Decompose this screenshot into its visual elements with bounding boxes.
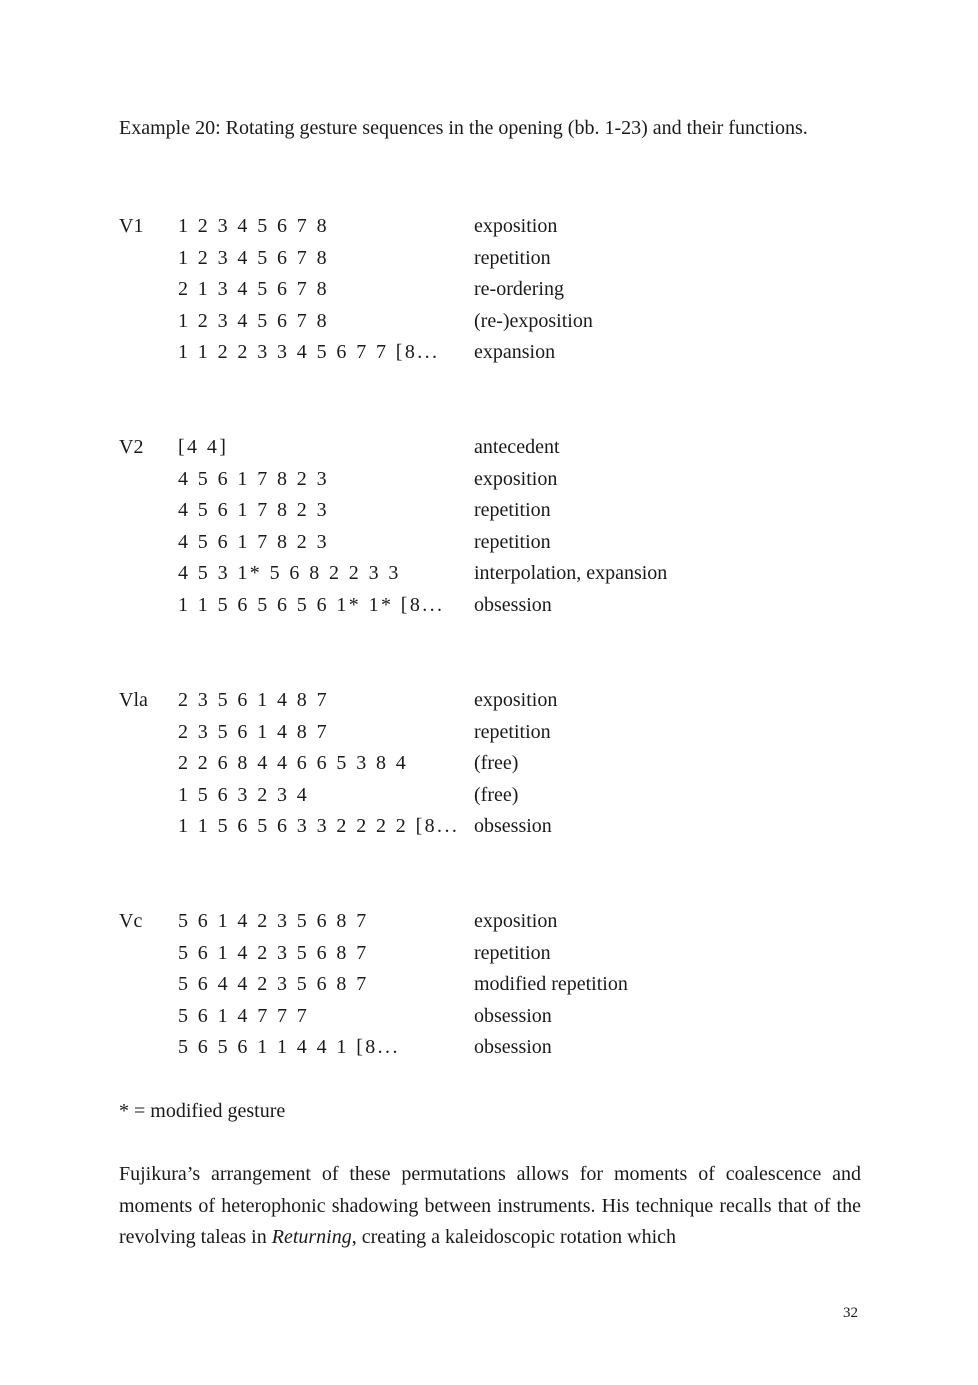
instrument-label: V2 — [119, 436, 144, 458]
footnote: * = modified gesture — [119, 1100, 286, 1122]
gesture-function: repetition — [474, 530, 551, 553]
gesture-row — [119, 969, 879, 1001]
gesture-function: repetition — [474, 499, 551, 521]
gesture-row — [119, 211, 879, 243]
gesture-function: (re-)exposition — [474, 309, 593, 332]
gesture-row — [119, 558, 879, 590]
gesture-row — [119, 906, 879, 938]
gesture-sequence: 2 3 5 6 1 4 8 7 — [178, 720, 329, 743]
gesture-function: antecedent — [474, 436, 560, 458]
gesture-sequence: [4 4] — [178, 436, 229, 458]
gesture-sequence: 4 5 6 1 7 8 2 3 — [178, 467, 329, 490]
gesture-function: repetition — [474, 941, 551, 964]
work-title: Returning — [271, 1226, 352, 1248]
gesture-sequence: 1 2 3 4 5 6 7 8 — [178, 309, 329, 332]
gesture-function: (free) — [474, 783, 519, 806]
gesture-sequence: 1 1 5 6 5 6 3 3 2 2 2 2 [8... — [178, 815, 460, 837]
gesture-sequence: 4 5 6 1 7 8 2 3 — [178, 499, 329, 521]
gesture-function: obsession — [474, 593, 552, 616]
gesture-row — [119, 1032, 879, 1064]
gesture-row — [119, 306, 879, 338]
gesture-function: (free) — [474, 752, 519, 774]
gesture-group-vc — [119, 906, 879, 1064]
gesture-row — [119, 527, 879, 559]
gesture-function: exposition — [474, 910, 558, 932]
instrument-label: Vc — [119, 910, 143, 932]
gesture-sequence: 5 6 4 4 2 3 5 6 8 7 — [178, 973, 369, 995]
gesture-function: exposition — [474, 215, 558, 237]
gesture-group-v2 — [119, 432, 879, 621]
gesture-row — [119, 811, 879, 843]
gesture-row — [119, 495, 879, 527]
gesture-row — [119, 1001, 879, 1033]
gesture-function: interpolation, expansion — [474, 562, 668, 584]
gesture-function: exposition — [474, 689, 558, 711]
gesture-sequence: 2 3 5 6 1 4 8 7 — [178, 689, 329, 711]
gesture-row — [119, 590, 879, 622]
gesture-row — [119, 243, 879, 275]
gesture-function: modified repetition — [474, 973, 628, 995]
gesture-row — [119, 717, 879, 749]
gesture-function: obsession — [474, 815, 552, 837]
gesture-sequence: 4 5 3 1* 5 6 8 2 2 3 3 — [178, 562, 401, 584]
gesture-sequence: 5 6 1 4 2 3 5 6 8 7 — [178, 910, 369, 932]
gesture-function: obsession — [474, 1036, 552, 1058]
gesture-sequence: 1 2 3 4 5 6 7 8 — [178, 246, 329, 269]
gesture-row — [119, 274, 879, 306]
gesture-sequence: 1 2 3 4 5 6 7 8 — [178, 215, 329, 237]
gesture-function: repetition — [474, 246, 551, 269]
gesture-function: obsession — [474, 1004, 552, 1027]
gesture-sequence: 4 5 6 1 7 8 2 3 — [178, 530, 329, 553]
page-number: 32 — [843, 1305, 858, 1321]
paragraph-text: , creating a kaleidoscopic rotation which — [351, 1226, 677, 1248]
gesture-row — [119, 432, 879, 464]
gesture-sequence: 1 1 5 6 5 6 5 6 1* 1* [8... — [178, 593, 445, 616]
instrument-label: V1 — [119, 215, 144, 237]
gesture-function: repetition — [474, 720, 551, 743]
paragraph-text: Fujikura’s arrangement of these permutations allows for moments of coalescence and moments of heterophonic shadowing between instruments. His technique recalls that of the revolving taleas in — [119, 1163, 861, 1248]
gesture-row — [119, 780, 879, 812]
gesture-sequence: 1 1 2 2 3 3 4 5 6 7 7 [8... — [178, 341, 440, 363]
gesture-row — [119, 748, 879, 780]
gesture-function: exposition — [474, 467, 558, 490]
gesture-row — [119, 337, 879, 369]
gesture-row — [119, 685, 879, 717]
gesture-sequence: 2 2 6 8 4 4 6 6 5 3 8 4 — [178, 752, 409, 774]
gesture-row — [119, 938, 879, 970]
example-caption: Example 20: Rotating gesture sequences in the opening (bb. 1-23) and their functions. — [119, 117, 808, 139]
gesture-group-vla — [119, 685, 879, 843]
gesture-row — [119, 464, 879, 496]
gesture-sequence: 5 6 5 6 1 1 4 4 1 [8... — [178, 1036, 400, 1058]
gesture-sequence: 5 6 1 4 2 3 5 6 8 7 — [178, 941, 369, 964]
gesture-sequence: 1 5 6 3 2 3 4 — [178, 783, 310, 806]
gesture-function: expansion — [474, 341, 556, 363]
gesture-sequence: 2 1 3 4 5 6 7 8 — [178, 278, 329, 300]
gesture-sequence: 5 6 1 4 7 7 7 — [178, 1004, 310, 1027]
gesture-group-v1 — [119, 211, 879, 369]
instrument-label: Vla — [119, 689, 148, 711]
body-paragraph — [119, 1159, 861, 1254]
gesture-function: re-ordering — [474, 278, 564, 300]
